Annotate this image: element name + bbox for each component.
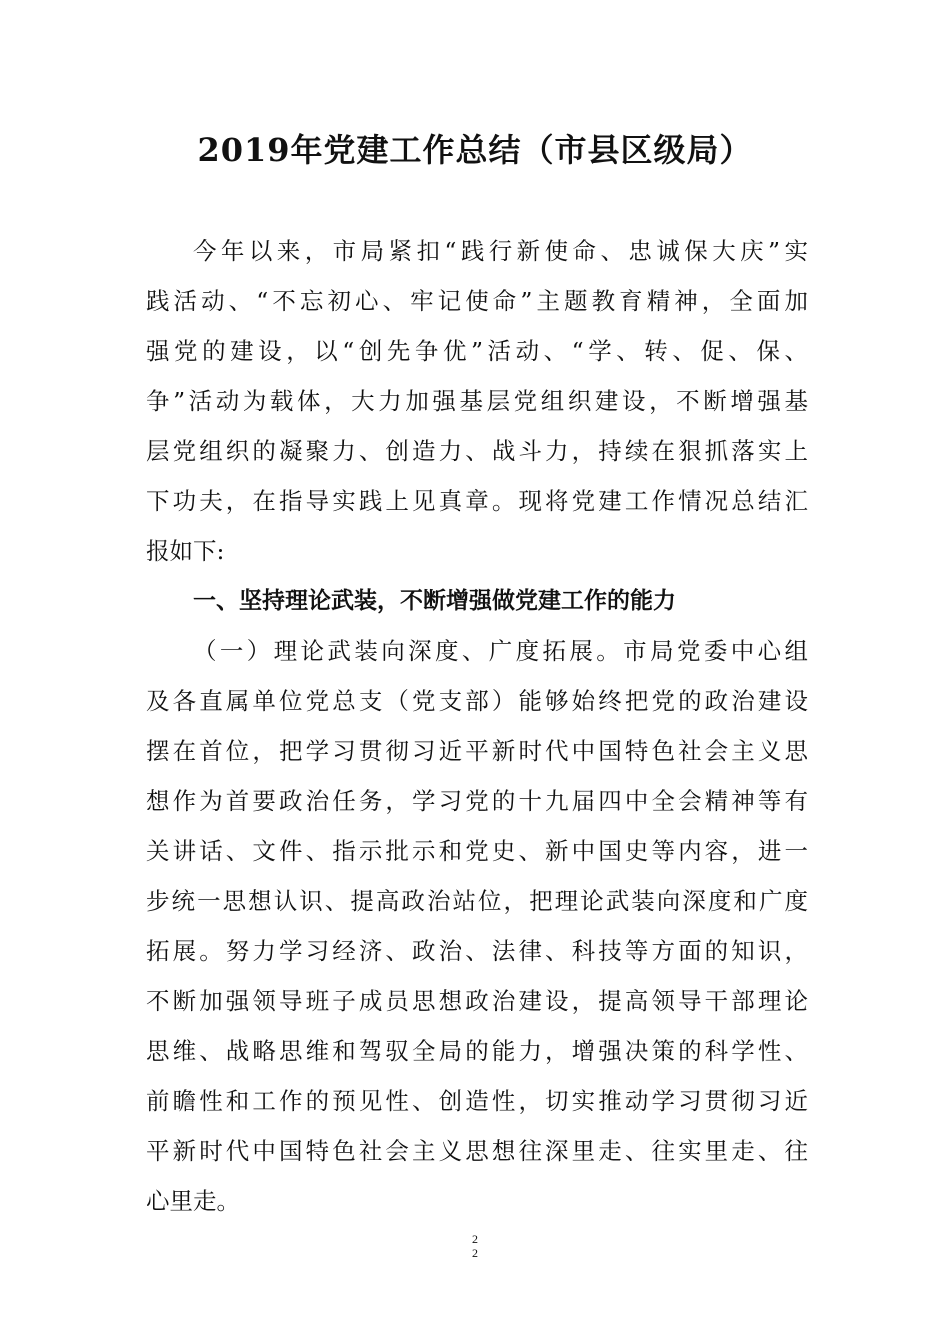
intro-paragraph-line: 下功夫，在指导实践上见真章。现将党建工作情况总结汇 [146, 487, 808, 515]
intro-paragraph-line: 践活动、“不忘初心、牢记使命”主题教育精神，全面加 [146, 287, 808, 315]
page-number-bottom: 2 [472, 1246, 478, 1260]
section-paragraph-line: 及各直属单位党总支（党支部）能够始终把党的政治建设 [146, 687, 808, 715]
section-paragraph-line: 拓展。努力学习经济、政治、法律、科技等方面的知识， [146, 937, 808, 965]
section-paragraph-line: 摆在首位，把学习贯彻习近平新时代中国特色社会主义思 [146, 737, 808, 765]
section-paragraph-line: （一）理论武装向深度、广度拓展。市局党委中心组 [193, 637, 808, 665]
intro-paragraph-line: 今年以来，市局紧扣“践行新使命、忠诚保大庆”实 [193, 237, 808, 265]
section-paragraph-line: 不断加强领导班子成员思想政治建设，提高领导干部理论 [146, 987, 808, 1015]
section-paragraph-line: 平新时代中国特色社会主义思想往深里走、往实里走、往 [146, 1137, 808, 1165]
section-heading: 一、坚持理论武装，不断增强做党建工作的能力 [193, 588, 676, 614]
intro-paragraph-line: 报如下: [146, 537, 225, 565]
section-paragraph-line: 心里走。 [146, 1187, 240, 1215]
section-paragraph-line: 思维、战略思维和驾驭全局的能力，增强决策的科学性、 [146, 1037, 808, 1065]
intro-paragraph-line: 层党组织的凝聚力、创造力、战斗力，持续在狠抓落实上 [146, 437, 808, 465]
section-paragraph-line: 前瞻性和工作的预见性、创造性，切实推动学习贯彻习近 [146, 1087, 808, 1115]
section-paragraph-line: 步统一思想认识、提高政治站位，把理论武装向深度和广度 [146, 887, 808, 915]
intro-paragraph-line: 强党的建设，以“创先争优”活动、“学、转、促、保、 [146, 337, 808, 365]
section-paragraph-line: 关讲话、文件、指示批示和党史、新中国史等内容，进一 [146, 837, 808, 865]
section-paragraph-line: 想作为首要政治任务，学习党的十九届四中全会精神等有 [146, 787, 808, 815]
page-number [0, 1232, 950, 1260]
document-body [146, 226, 808, 1226]
page-number-top: 2 [472, 1232, 478, 1246]
document-title: 2019年党建工作总结（市县区级局） [197, 131, 753, 169]
intro-paragraph-line: 争”活动为载体，大力加强基层党组织建设，不断增强基 [146, 387, 808, 415]
